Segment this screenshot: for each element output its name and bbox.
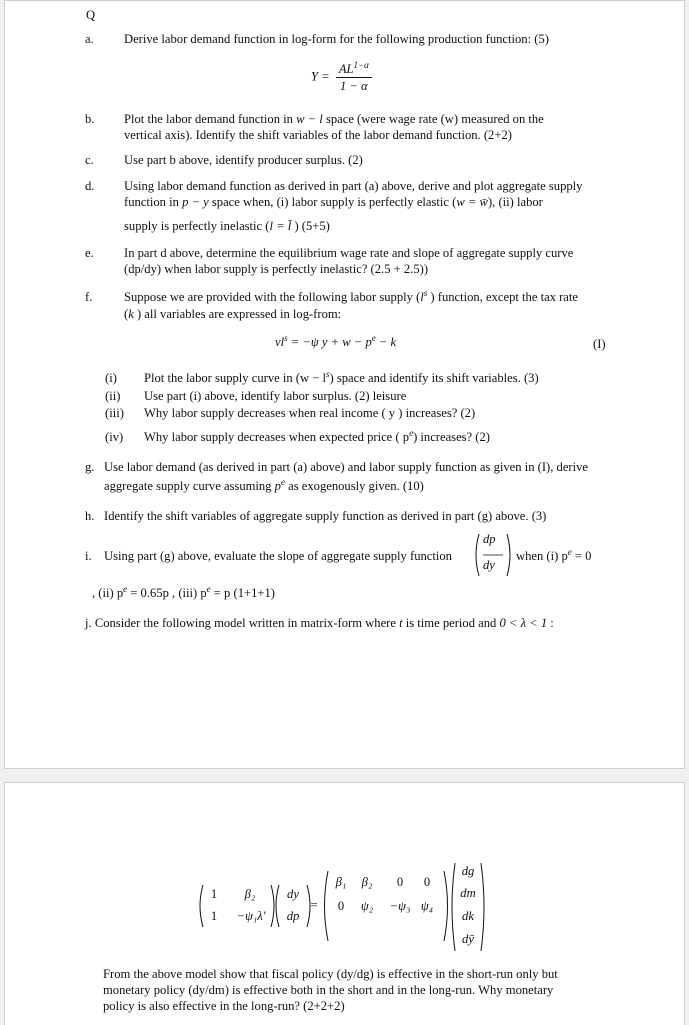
item-b-line1: Plot the labor demand function in w − l space (were wage rate (w) measured on the [124, 112, 544, 126]
item-f-label: f. [85, 290, 93, 304]
item-f-line1: Suppose we are provided with the following labor supply ($l^s$ ) function, except the tax rate [124, 287, 578, 304]
m3-r1c1: β₁ [335, 875, 347, 889]
m3-r2c1: 0 [337, 899, 345, 913]
equation-f-tag: (I) [593, 337, 606, 351]
item-d-line1: Using labor demand function as derived in part (a) above, derive and plot aggregate supply [124, 179, 583, 193]
f-sub-ii-num: (ii) [105, 389, 121, 403]
item-g-label: g. [85, 460, 95, 474]
closing-line-2: monetary policy (dy/dm) is effective both in the short and in the long-run. Why monetary [103, 983, 554, 997]
item-a-label: a. [85, 32, 94, 46]
eq-a-num: AL [338, 62, 354, 76]
item-d-label: d. [85, 179, 95, 193]
m2-r2: dp [286, 909, 300, 923]
item-b-line2: vertical axis). Identify the shift variables of the labor demand function. (2+2) [124, 128, 512, 142]
item-e-label: e. [85, 246, 94, 260]
item-h-text: Identify the shift variables of aggregate supply function as derived in part (g) above. (3) [104, 509, 547, 523]
item-d-line3: supply is perfectly inelastic (l = l̄ ) (5+5) [124, 219, 330, 233]
m3-r1c4: 0 [423, 875, 431, 889]
m1-r1c2: β₂ [244, 887, 256, 901]
f-sub-iv-text: Why labor supply decreases when expected price ( $p^e$) increases? (2) [144, 427, 490, 444]
item-c-text: Use part b above, identify producer surplus. (2) [124, 153, 363, 167]
m4-r1: dg [461, 864, 475, 878]
item-g-line1: Use labor demand (as derived in part (a) above) and labor supply function as given in (I), derive [104, 460, 588, 474]
eq-a-lhs: Y = [311, 69, 330, 84]
eq-a-den: 1 − α [339, 79, 368, 93]
question-label: Q [86, 8, 96, 22]
m3-r2c4: ψ₄ [420, 899, 434, 913]
slope-frac-den: dy [483, 558, 495, 572]
f-sub-ii-text: Use part (i) above, identify labor surplus. (2) leisure [144, 389, 407, 403]
item-i-line2: , (ii) $p^e = 0.65p$ , (iii) $p^e = p$ (1+1+1) [92, 583, 275, 600]
m3-r2c2: ψ₂ [360, 899, 374, 913]
equation-f: $vl^s = -\psi$ $y + w - p^e - k$ [275, 332, 397, 349]
m1-r2c2: −ψ₁λ' [236, 909, 266, 923]
item-c-label: c. [85, 153, 94, 167]
equation-a [311, 61, 372, 94]
eq-a-exp: 1−α [353, 59, 369, 70]
m2-r1: dy [287, 887, 299, 901]
m3-r1c2: β₂ [361, 875, 373, 889]
item-i-line1-post: when (i) $p^e = 0$ [516, 546, 592, 563]
item-d-line2: function in p − y space when, (i) labor supply is perfectly elastic (w = w̄), (ii) labor [124, 195, 543, 209]
m4-r2: dm [460, 886, 476, 900]
closing-line-1: From the above model show that fiscal policy (dy/dg) is effective in the short-run only but [103, 967, 558, 981]
item-a-text: Derive labor demand function in log-form for the following production function: (5) [124, 32, 549, 46]
slope-frac-num: dp [483, 532, 496, 546]
m4-r3: dk [462, 909, 474, 923]
item-f-line2: (k ) all variables are expressed in log-from: [124, 307, 342, 321]
m3-r2c3: −ψ₃ [389, 899, 411, 913]
page-1 [4, 0, 685, 769]
item-h-label: h. [85, 509, 95, 523]
f-sub-i-num: (i) [105, 371, 117, 385]
m1-r1c1: 1 [210, 887, 218, 901]
item-g-line2: aggregate supply curve assuming $p^e$ as exogenously given. (10) [104, 476, 424, 493]
m3-r1c3: 0 [396, 875, 404, 889]
page-2 [4, 782, 685, 1025]
item-j: j. Consider the following model written in matrix-form where t is time period and 0 < λ < 1 : [85, 616, 554, 630]
item-b-label: b. [85, 112, 95, 126]
matrix-equals: = [310, 898, 318, 912]
f-sub-iii-num: (iii) [105, 406, 124, 420]
item-i-line1-pre: Using part (g) above, evaluate the slope of aggregate supply function [104, 549, 452, 563]
f-sub-iv-num: (iv) [105, 430, 124, 444]
f-sub-i-text: Plot the labor supply curve in $(w - l^s)$ space and identify its shift variables. (3) [144, 368, 539, 385]
closing-line-3: policy is also effective in the long-run? (2+2+2) [103, 999, 345, 1013]
f-sub-iii-text: Why labor supply decreases when real income ( y ) increases? (2) [144, 406, 476, 420]
m1-r2c1: 1 [210, 909, 218, 923]
item-e-line1: In part d above, determine the equilibrium wage rate and slope of aggregate supply curve [124, 246, 574, 260]
m4-r4: dȳ [462, 932, 474, 946]
item-e-line2: (dp/dy) when labor supply is perfectly inelastic? (2.5 + 2.5)) [124, 262, 429, 276]
item-i-label: i. [85, 549, 92, 563]
